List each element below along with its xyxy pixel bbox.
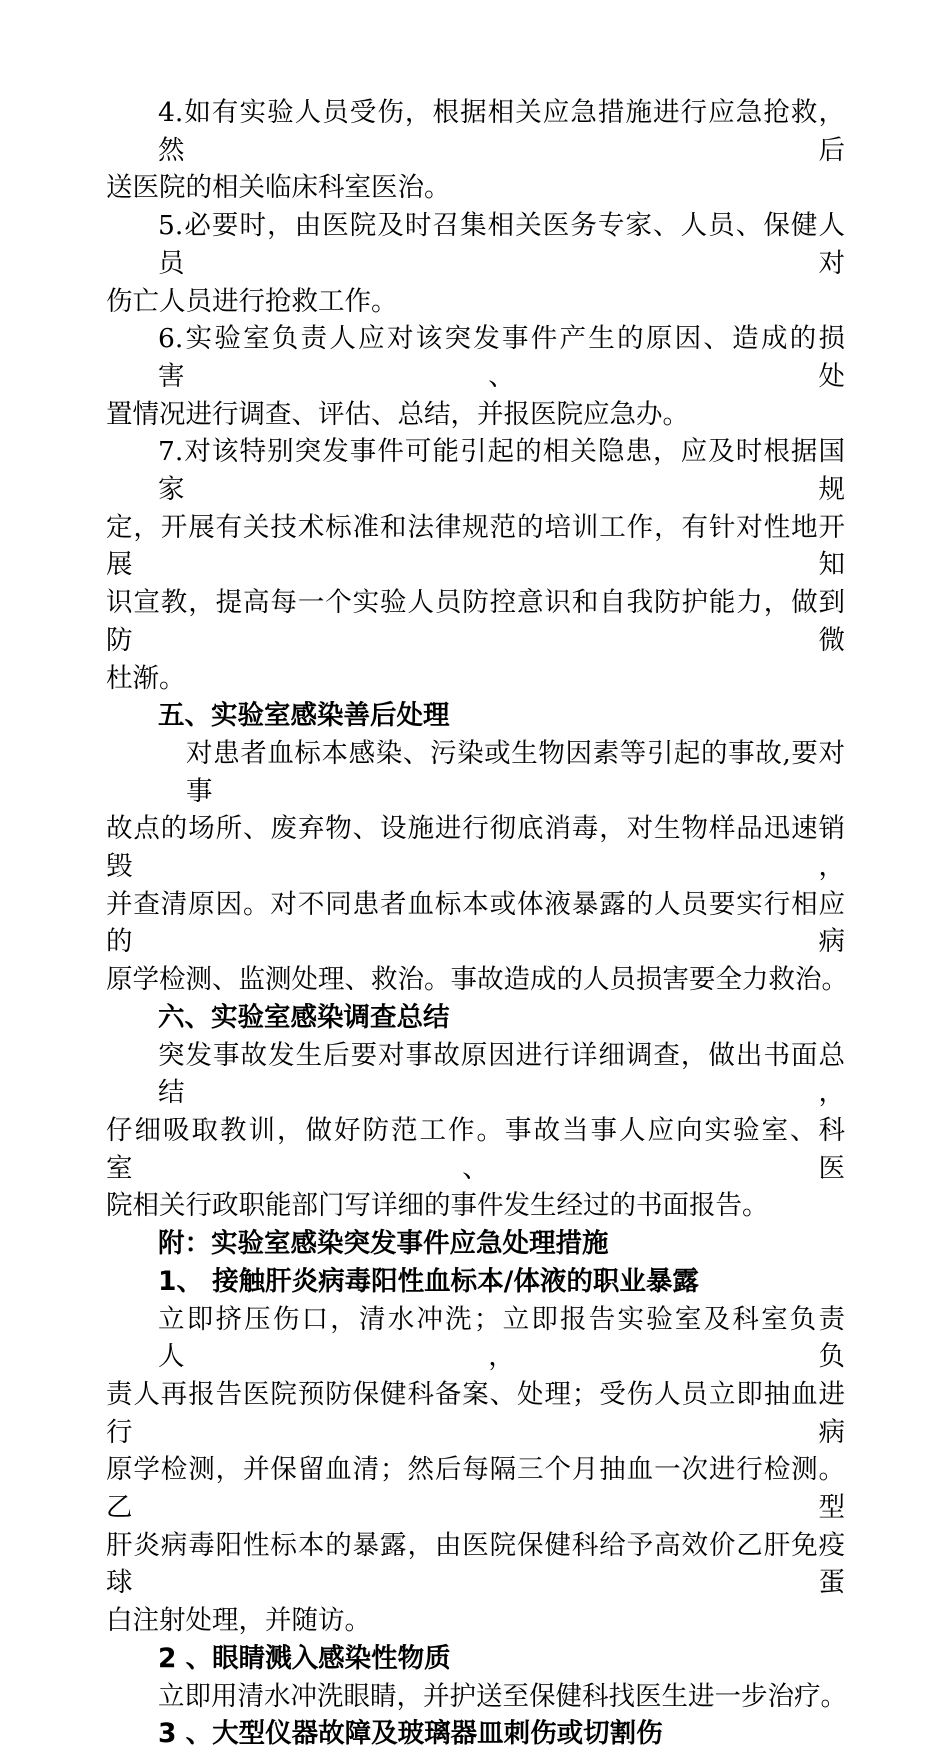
paragraph-line: 仔细吸取教训，做好防范工作。事故当事人应向实验室、科室、医	[106, 1114, 845, 1184]
paragraph-line: 并查清原因。对不同患者血标本或体液暴露的人员要实行相应的病	[106, 888, 845, 958]
paragraph-line: 院相关行政职能部门写详细的事件发生经过的书面报告。	[106, 1190, 769, 1222]
paragraph-line: 突发事故发生后要对事故原因进行详细调查，做出书面总结，	[158, 1039, 845, 1109]
paragraph-line: 原学检测，并保留血清；然后每隔三个月抽血一次进行检测。乙型	[106, 1454, 845, 1524]
section-heading: 六、实验室感染调查总结	[158, 1001, 450, 1033]
subsection-heading: 1、 接触肝炎病毒阳性血标本/体液的职业暴露	[158, 1265, 699, 1297]
paragraph-line: 杜渐。	[106, 662, 186, 694]
paragraph-line: 6.实验室负责人应对该突发事件产生的原因、造成的损害、处	[158, 323, 845, 392]
paragraph-line: 送医院的相关临床科室医治。	[106, 172, 451, 204]
paragraph-line: 白注射处理，并随访。	[106, 1605, 371, 1637]
paragraph-line: 故点的场所、废弃物、设施进行彻底消毒，对生物样品迅速销毁，	[106, 813, 845, 883]
paragraph-line: 原学检测、监测处理、救治。事故造成的人员损害要全力救治。	[106, 964, 848, 996]
paragraph-line: 立即挤压伤口，清水冲洗；立即报告实验室及科室负责人，负	[158, 1303, 845, 1373]
paragraph-line: 伤亡人员进行抢救工作。	[106, 285, 398, 317]
paragraph-line: 对患者血标本感染、污染或生物因素等引起的事故,要对事	[186, 737, 845, 807]
paragraph-line: 4.如有实验人员受伤，根据相关应急措施进行应急抢救，然后	[158, 97, 845, 166]
subsection-heading: 3 、大型仪器故障及玻璃器皿刺伤或切割伤	[158, 1718, 663, 1750]
paragraph-line: 置情况进行调查、评估、总结，并报医院应急办。	[106, 398, 689, 430]
section-heading: 五、实验室感染善后处理	[158, 700, 450, 732]
paragraph-line: 7.对该特别突发事件可能引起的相关隐患，应及时根据国家规	[158, 436, 845, 506]
paragraph-line: 立即用清水冲洗眼睛，并护送至保健科找医生进一步治疗。	[158, 1680, 847, 1712]
paragraph-line: 责人再报告医院预防保健科备案、处理；受伤人员立即抽血进行病	[106, 1378, 845, 1448]
paragraph-line: 肝炎病毒阳性标本的暴露，由医院保健科给予高效价乙肝免疫球蛋	[106, 1529, 845, 1599]
subsection-heading: 2 、眼睛溅入感染性物质	[158, 1642, 451, 1674]
paragraph-line: 5.必要时，由医院及时召集相关医务专家、人员、保健人员对	[158, 210, 845, 279]
paragraph-line: 定，开展有关技术标准和法律规范的培训工作，有针对性地开展知	[106, 511, 845, 581]
appendix-heading: 附：实验室感染突发事件应急处理措施	[158, 1228, 609, 1260]
paragraph-line: 识宣教，提高每一个实验人员防控意识和自我防护能力，做到防微	[106, 587, 845, 656]
